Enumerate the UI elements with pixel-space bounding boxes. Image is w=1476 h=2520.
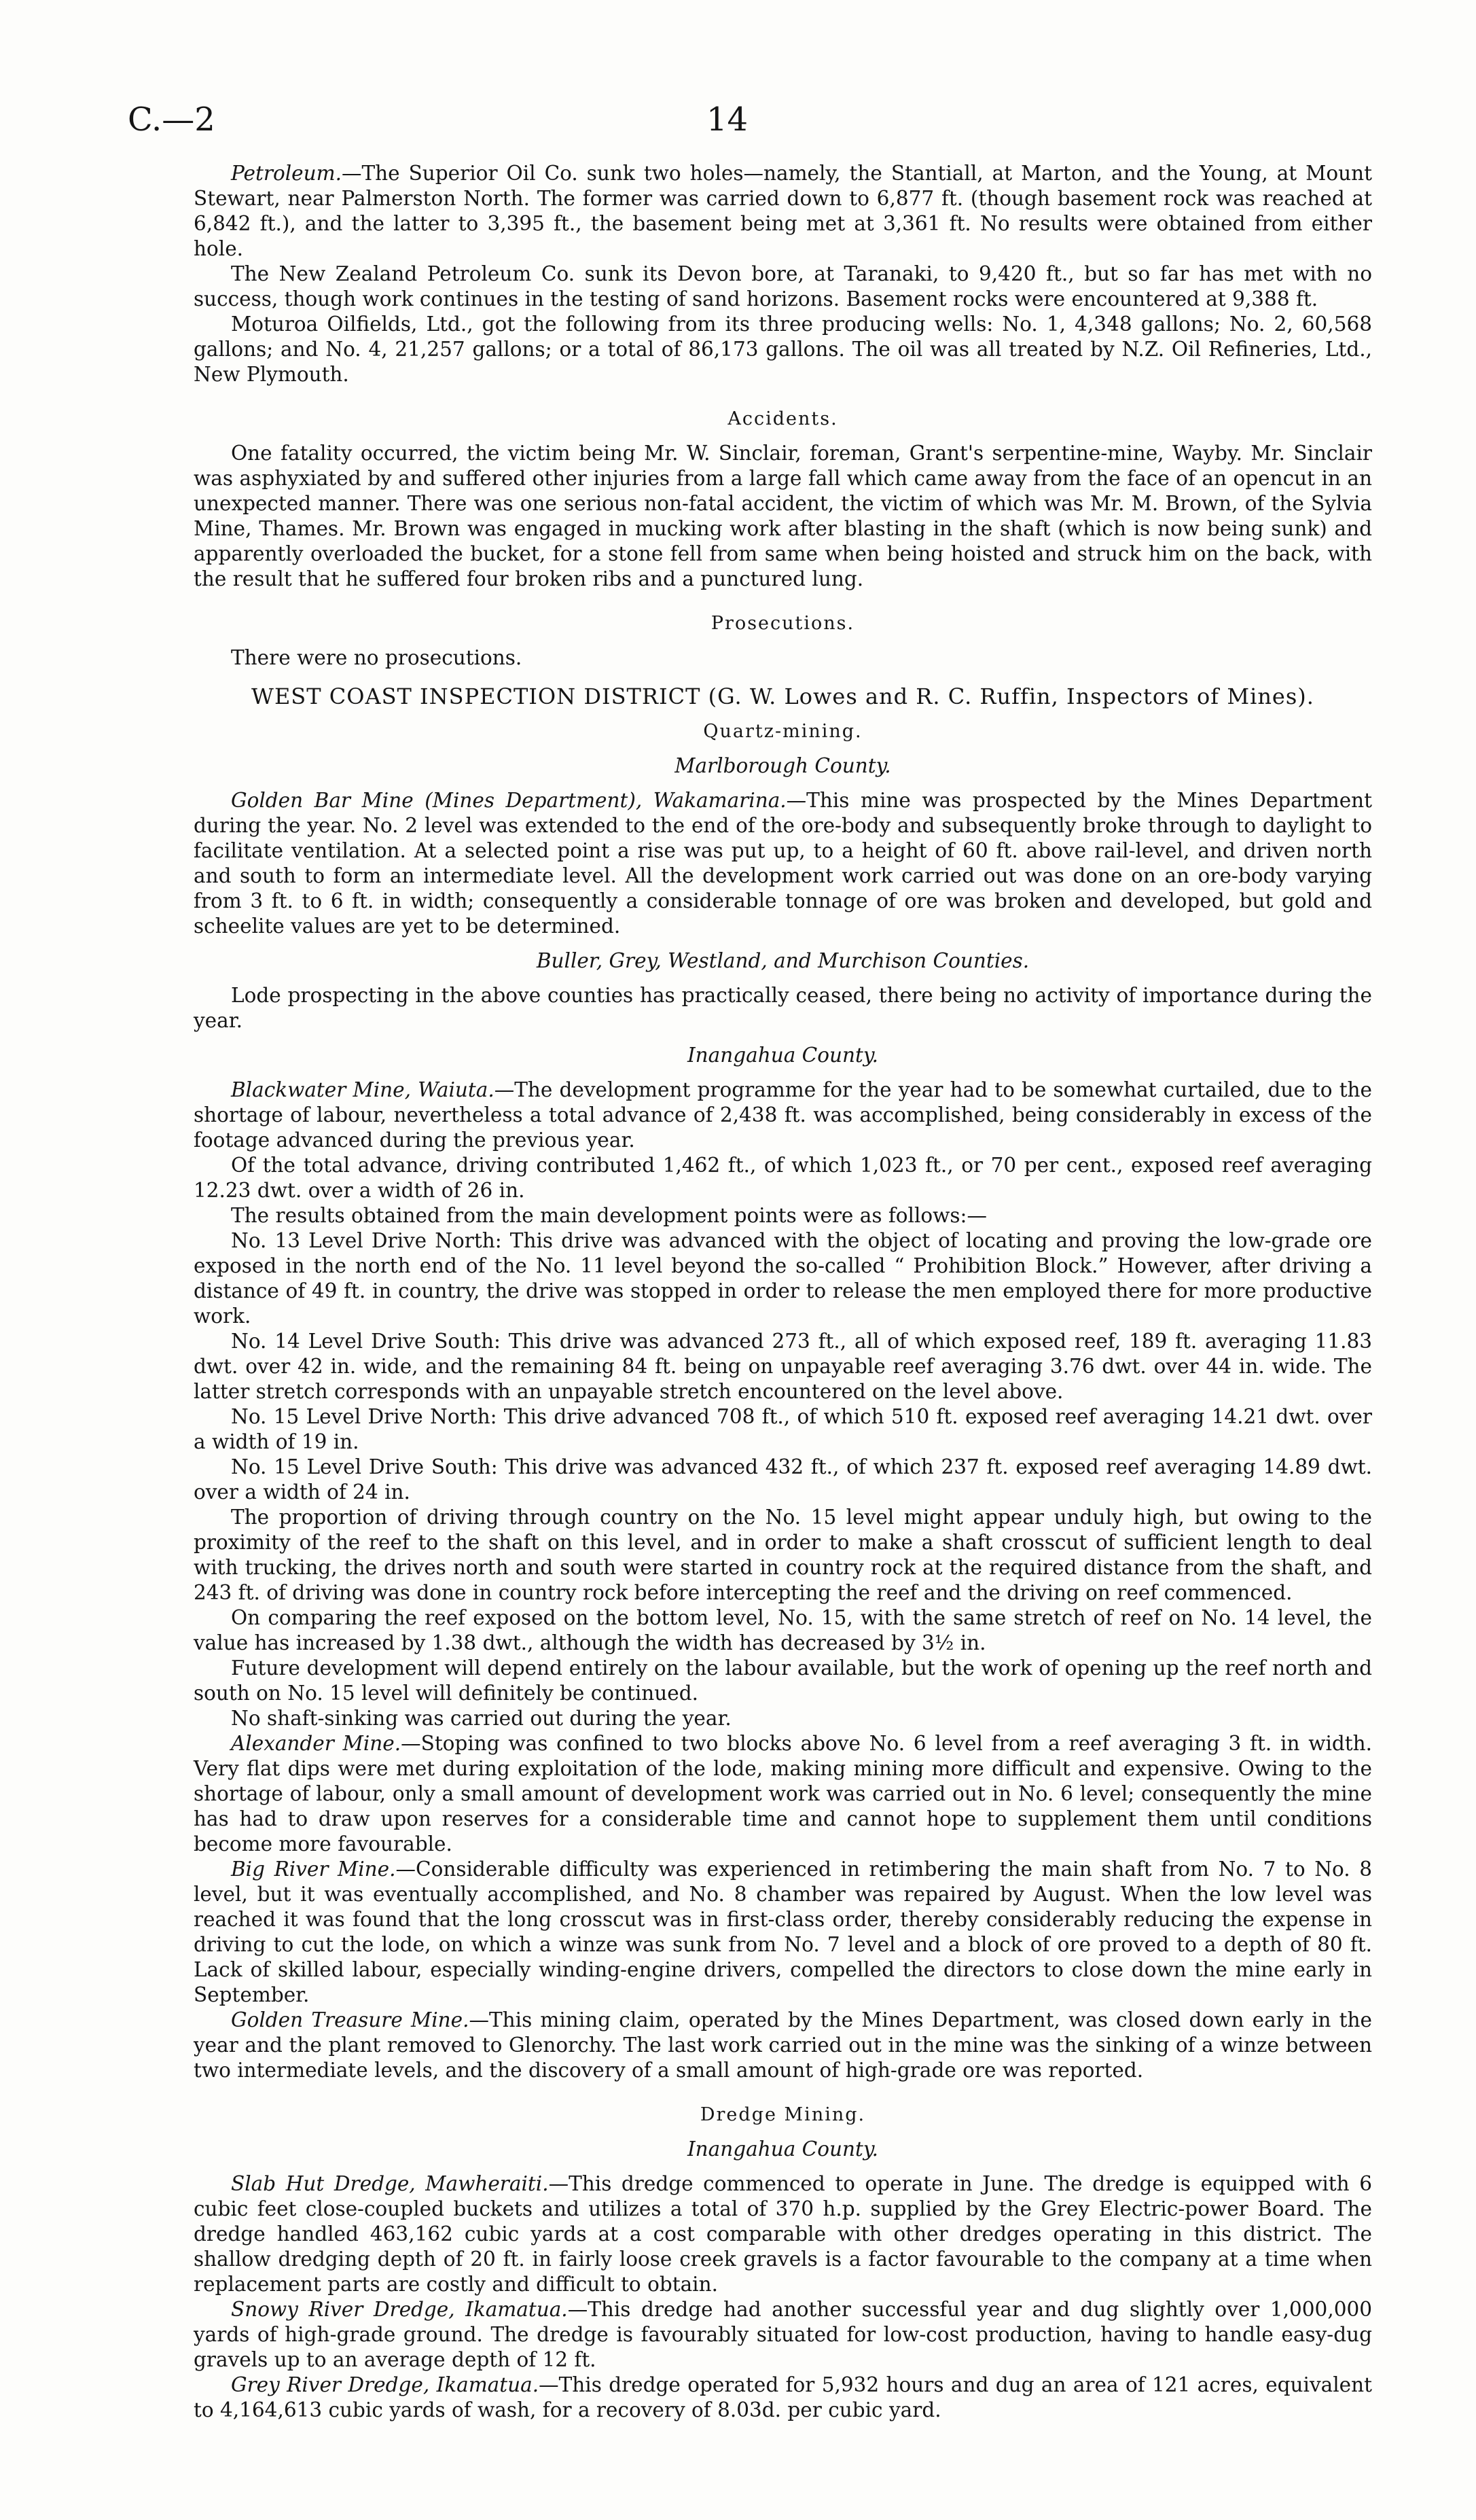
petroleum-paragraph xyxy=(194,161,1372,262)
paragraph: Of the total advance, driving contributed 1,462 ft., of which 1,023 ft., or 70 per cent., exposed reef averaging 12.23 dwt. over a width of 26 in. xyxy=(194,1154,1372,1202)
paragraph: On comparing the reef exposed on the bottom level, No. 15, with the same stretch of reef on No. 14 level, the value has increased by 1.38 dwt., although the width has decreased by 3½ in. xyxy=(194,1606,1372,1654)
paragraph: The New Zealand Petroleum Co. sunk its Devon bore, at Taranaki, to 9,420 ft., but so far has met with no success, though work continues in the testing of sand horizons. Basement rocks were encountered at 9,388 ft. xyxy=(194,262,1372,310)
big-river-title: Big River Mine. xyxy=(231,1858,396,1881)
golden-treasure-text: —This mining claim, operated by the Mines Department, was closed down early in the year and the plant removed to Glenorchy. The last work carried out in the mine was the sinking of a winze between two intermediate levels, and the discovery of a small amount of high-grade ore was reported. xyxy=(194,2008,1372,2082)
blackwater-title: Blackwater Mine, Waiuta. xyxy=(231,1078,494,1101)
page-number: 14 xyxy=(706,101,749,139)
alexander-title: Alexander Mine. xyxy=(231,1732,401,1755)
paragraph: No. 15 Level Drive North: This drive advanced 708 ft., of which 510 ft. exposed reef averaging 14.21 dwt. over a width of 19 in. xyxy=(194,1405,1372,1453)
paragraph: Moturoa Oilfields, Ltd., got the following from its three producing wells: No. 1, 4,348 gallons; No. 2, 60,568 gallons; and No. 4, 21,257 gallons; or a total of 86,173 gallons. The oil was all treated by N.Z. Oil Refineries, Ltd., New Plymouth. xyxy=(194,313,1372,386)
paragraph xyxy=(194,1857,1372,2008)
section-heading-quartz: Quartz-mining. xyxy=(703,721,863,742)
document-reference: C.—2 xyxy=(128,101,215,139)
paragraph: The results obtained from the main development points were as follows:— xyxy=(231,1204,987,1227)
paragraph: No shaft-sinking was carried out during the year. xyxy=(231,1707,732,1730)
golden-treasure-title: Golden Treasure Mine. xyxy=(231,2008,469,2031)
petroleum-text: —The Superior Oil Co. sunk two holes—namely, the Stantiall, at Marton, and the Young, at Mount Stewart, near Palmerston North. The former was carried down to 6,877 ft. (though basement rock was reached at 6,842 ft.), and the latter to 3,395 ft., the basement being met at 3,361 ft. No results were obtained from either hole. xyxy=(194,162,1372,260)
paragraph: The proportion of driving through country on the No. 15 level might appear unduly high, but owing to the proximity of the reef to the shaft on this level, and in order to make a shaft crosscut of sufficient length to deal with trucking, the drives north and south were started in country rock at the required distance from the shaft, and 243 ft. of driving was done in country rock before intercepting the reef and the driving on reef commenced. xyxy=(194,1506,1372,1604)
snowy-river-title: Snowy River Dredge, Ikamatua. xyxy=(231,2298,568,2321)
section-heading-dredge: Dredge Mining. xyxy=(700,2104,866,2125)
district-heading: WEST COAST INSPECTION DISTRICT (G. W. Lowes and R. C. Ruffin, Inspectors of Mines). xyxy=(251,684,1314,709)
county-heading-marlborough: Marlborough County. xyxy=(674,754,891,777)
paragraph xyxy=(194,2297,1372,2373)
slab-hut-text: —This dredge commenced to operate in June. The dredge is equipped with 6 cubic feet close-coupled buckets and utilizes a total of 370 h.p. supplied by the Grey Electric-power Board. The dredge handled 463,162 cubic yards at a cost comparable with other dredges operating in this district. The shallow dredging depth of 20 ft. in fairly loose creek gravels is a factor favourable to the company at a time when replacement parts are costly and difficult to obtain. xyxy=(194,2172,1372,2296)
slab-hut-title: Slab Hut Dredge, Mawheraiti. xyxy=(231,2172,549,2195)
paragraph xyxy=(194,1078,1372,1153)
county-heading-buller: Buller, Grey, Westland, and Murchison Counties. xyxy=(536,949,1030,972)
section-heading-prosecutions: Prosecutions. xyxy=(710,613,855,634)
blackwater-text: —The development programme for the year had to be somewhat curtailed, due to the shortage of labour, nevertheless a total advance of 2,438 ft. was accomplished, being considerably in excess of the footage advanced during the previous year. xyxy=(194,1078,1373,1152)
grey-river-text: —This dredge operated for 5,932 hours and dug an area of 121 acres, equivalent to 4,164,613 cubic yards of wash, for a recovery of 8.03d. per cubic yard. xyxy=(194,2373,1372,2421)
county-heading-inangahua-dredge: Inangahua County. xyxy=(687,2137,878,2161)
alexander-text: —Stoping was confined to two blocks above No. 6 level from a reef averaging 3 ft. in width. Very flat dips were met during exploitation of the lode, making mining more difficult and expensive. Owing to the shortage of labour, only a small amount of development work was carried out in No. 6 level; consequently the mine has had to draw upon reserves for a considerable time and cannot hope to supplement them until conditions become more favourable. xyxy=(194,1732,1373,1856)
petroleum-title: Petroleum. xyxy=(231,162,342,185)
grey-river-title: Grey River Dredge, Ikamatua. xyxy=(231,2373,539,2396)
big-river-text: —Considerable difficulty was experienced in retimbering the main shaft from No. 7 to No. 8 level, but it was eventually accomplished, and No. 8 chamber was repaired by August. When the low level was reached it was found that the long crosscut was in first-class order, thereby considerably reducing the expense in driving to cut the lode, on which a winze was sunk from No. 7 level and a block of ore proved to a depth of 80 ft. Lack of skilled labour, especially winding-engine drivers, compelled the directors to close down the mine early in September. xyxy=(194,1858,1372,2006)
snowy-river-text: —This dredge had another successful year and dug slightly over 1,000,000 yards of high-grade ground. The dredge is favourably situated for low-cost production, having to handle easy-dug gravels up to an average depth of 12 ft. xyxy=(194,2298,1373,2371)
paragraph: No. 13 Level Drive North: This drive was advanced with the object of locating and proving the low-grade ore exposed in the north end of the No. 11 level beyond the so-called “ Prohibition Block.” However, after driving a distance of 49 ft. in country, the drive was stopped in order to release the men employed there for more productive work. xyxy=(194,1229,1372,1328)
paragraph: Lode prospecting in the above counties has practically ceased, there being no activity of importance during the year. xyxy=(194,984,1372,1032)
golden-bar-text: —This mine was prospected by the Mines Department during the year. No. 2 level was extended to the end of the ore-body and subsequently broke through to daylight to facilitate ventilation. At a selected point a rise was put up, to a height of 60 ft. above rail-level, and driven north and south to form an intermediate level. All the development work carried out was done on an ore-body varying from 3 ft. to 6 ft. in width; consequently a considerable tonnage of ore was broken and developed, but gold and scheelite values are yet to be determined. xyxy=(194,789,1373,938)
section-heading-accidents: Accidents. xyxy=(727,408,838,429)
paragraph: Future development will depend entirely on the labour available, but the work of opening up the reef north and south on No. 15 level will definitely be continued. xyxy=(194,1656,1372,1705)
paragraph: One fatality occurred, the victim being Mr. W. Sinclair, foreman, Grant's serpentine-mine, Wayby. Mr. Sinclair was asphyxiated by and suffered other injuries from a large fall which came away from the face of an opencut in an unexpected manner. There was one serious non-fatal accident, the victim of which was Mr. M. Brown, of the Sylvia Mine, Thames. Mr. Brown was engaged in mucking work after blasting in the shaft (which is now being sunk) and apparently overloaded the bucket, for a stone fell from same when being hoisted and struck him on the back, with the result that he suffered four broken ribs and a punctured lung. xyxy=(194,442,1372,590)
paragraph xyxy=(194,2171,1372,2297)
paragraph: No. 15 Level Drive South: This drive was advanced 432 ft., of which 237 ft. exposed reef averaging 14.89 dwt. over a width of 24 in. xyxy=(194,1455,1372,1504)
paragraph xyxy=(194,788,1372,939)
paragraph xyxy=(194,2008,1372,2083)
paragraph: No. 14 Level Drive South: This drive was advanced 273 ft., all of which exposed reef, 189 ft. averaging 11.83 dwt. over 42 in. wide, and the remaining 84 ft. being on unpayable reef averaging 3.76 dwt. over 44 in. wide. The latter stretch corresponds with an unpayable stretch encountered on the level above. xyxy=(194,1330,1372,1403)
page-body xyxy=(194,161,1372,2423)
golden-bar-title: Golden Bar Mine (Mines Department), Wakamarina. xyxy=(231,789,787,812)
paragraph xyxy=(194,1731,1372,1857)
paragraph: There were no prosecutions. xyxy=(231,646,522,669)
paragraph xyxy=(194,2373,1372,2423)
county-heading-inangahua: Inangahua County. xyxy=(687,1044,878,1067)
